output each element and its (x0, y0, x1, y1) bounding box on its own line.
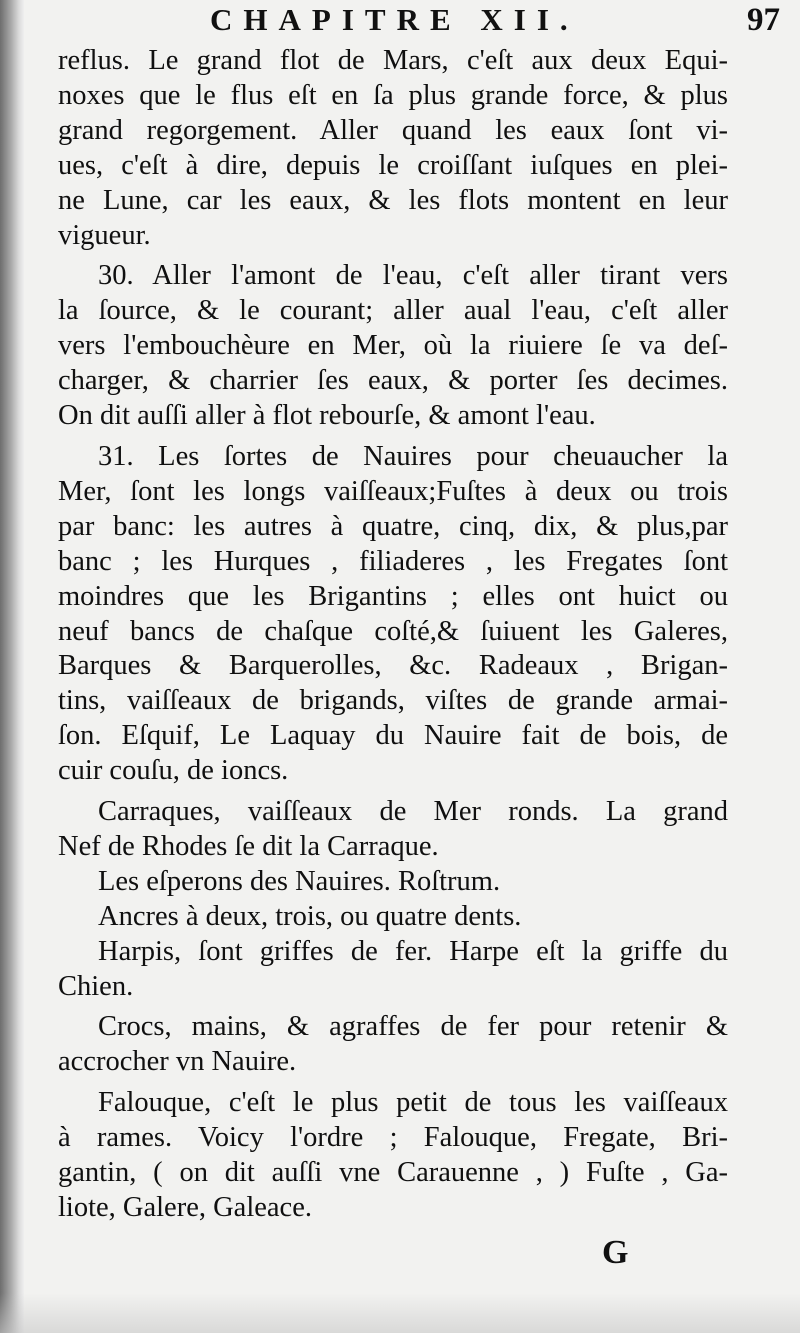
text-line: gantin, ( on dit auſſi vne Carauenne , ) Fuſte , Ga- (58, 1157, 728, 1189)
page-header (200, 2, 780, 42)
text-line: Chien. (58, 970, 134, 1002)
text-line: Mer, ſont les longs vaiſſeaux;Fuſtes à deux ou trois (58, 475, 728, 507)
page-number: 97 (747, 2, 780, 38)
text-line: moindres que les Brigantins ; elles ont huict ou (58, 580, 728, 612)
page-bottom-shadow (0, 1293, 800, 1333)
text-line: ſon. Eſquif, Le Laquay du Nauire fait de bois, de (58, 720, 728, 752)
text-line: 30. Aller l'amont de l'eau, c'eſt aller tirant vers (98, 260, 728, 292)
text-line: ues, c'eſt à dire, depuis le croiſſant iuſques en plei- (58, 149, 728, 181)
text-line: ne Lune, car les eaux, & les flots montent en leur (58, 184, 728, 216)
text-line: noxes que le flus eſt en ſa plus grande force, & plus (58, 79, 728, 111)
text-line: Ancres à deux, trois, ou quatre dents. (98, 900, 522, 932)
text-line: Carraques, vaiſſeaux de Mer ronds. La grand (98, 796, 728, 828)
text-line: liote, Galere, Galeace. (58, 1192, 312, 1223)
text-line: Nef de Rhodes ſe dit la Carraque. (58, 830, 439, 862)
text-line: Les eſperons des Nauires. Roſtrum. (98, 865, 501, 897)
text-line: Crocs, mains, & agraffes de fer pour retenir & (98, 1011, 728, 1043)
text-line: par banc: les autres à quatre, cinq, dix, & plus,par (58, 510, 728, 542)
text-line: la ſource, & le courant; aller aual l'eau, c'eſt aller (58, 295, 728, 327)
text-line: cuir couſu, de ioncs. (58, 755, 289, 787)
text-line: vers l'embouchèure en Mer, où la riuiere ſe va deſ- (58, 330, 728, 362)
text-line: à rames. Voicy l'ordre ; Falouque, Fregate, Bri- (58, 1122, 728, 1154)
signature-mark: G (602, 1234, 629, 1271)
text-line: Barques & Barquerolles, &c. Radeaux , Brigan- (58, 650, 728, 682)
running-head: CHAPITRE XII. (210, 2, 579, 37)
text-line: On dit auſſi aller à flot rebourſe, & amont l'eau. (58, 400, 596, 432)
text-line: neuf bancs de chaſque coſté,& ſuiuent les Galeres, (58, 615, 728, 647)
body-text (58, 44, 728, 1226)
text-line: charger, & charrier ſes eaux, & porter ſes decimes. (58, 365, 728, 397)
text-line: Falouque, c'eſt le plus petit de tous les vaiſſeaux (98, 1087, 728, 1119)
text-line: 31. Les ſortes de Nauires pour cheuaucher la (98, 440, 728, 472)
text-line: banc ; les Hurques , filiaderes , les Fregates ſont (58, 545, 728, 577)
text-line: reflus. Le grand flot de Mars, c'eſt aux deux Equi- (58, 45, 728, 76)
page-gutter-shadow (0, 0, 24, 1333)
text-line: tins, vaiſſeaux de brigands, viſtes de grande armai- (58, 685, 728, 717)
text-line: vigueur. (58, 219, 151, 251)
text-line: accrocher vn Nauire. (58, 1046, 297, 1078)
text-line: grand regorgement. Aller quand les eaux ſont vi- (58, 114, 728, 146)
text-line: Harpis, ſont griffes de fer. Harpe eſt la griffe du (98, 935, 728, 967)
